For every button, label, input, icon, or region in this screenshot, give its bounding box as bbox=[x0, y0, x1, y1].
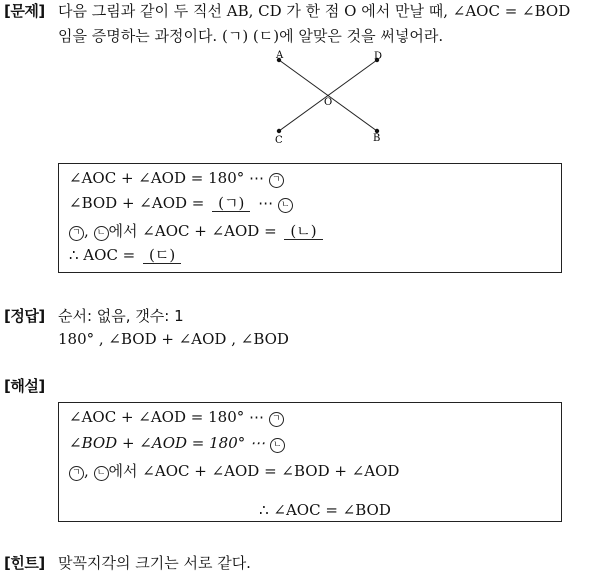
circled-mark: ㄱ bbox=[69, 226, 84, 241]
label-b: B bbox=[373, 133, 381, 144]
explanation-row-1: ∠AOC + ∠AOD = 180° ⋯ ㄱ bbox=[69, 408, 284, 427]
explanation-row-2: ∠BOD + ∠AOD = 180° ⋯ ㄴ bbox=[69, 434, 285, 453]
circled-mark: ㄱ bbox=[269, 173, 284, 188]
answer-tag: [정답] bbox=[4, 307, 45, 325]
blank-2: (ㄴ) bbox=[284, 223, 322, 240]
answer-line-1: 순서: 없음, 갯수: 1 bbox=[58, 307, 184, 325]
problem-proof-box bbox=[58, 163, 562, 273]
circled-mark: ㄴ bbox=[94, 466, 109, 481]
explanation-row-3: ㄱ , ㄴ 에서 ∠AOC + ∠AOD = ∠BOD + ∠AOD bbox=[69, 460, 399, 481]
intersecting-lines-figure bbox=[260, 48, 400, 148]
problem-line-1: 다음 그림과 같이 두 직선 AB, CD 가 한 점 O 에서 만날 때, ∠AOC = ∠BOD bbox=[58, 2, 571, 20]
label-a: A bbox=[276, 50, 284, 61]
point-c bbox=[277, 129, 281, 133]
hint-line: 맞꼭지각의 크기는 서로 같다. bbox=[58, 554, 251, 572]
label-d: D bbox=[374, 51, 383, 62]
explanation-box bbox=[58, 402, 562, 522]
label-c: C bbox=[275, 135, 283, 146]
problem-proof-row-4: ∴ AOC = (ㄷ) bbox=[69, 246, 184, 264]
problem-proof-row-2: ∠BOD + ∠AOD = (ㄱ) ⋯ ㄴ bbox=[69, 194, 293, 213]
problem-proof-row-1: ∠AOC + ∠AOD = 180° ⋯ ㄱ bbox=[69, 169, 284, 188]
blank-3: (ㄷ) bbox=[143, 247, 181, 264]
circled-mark: ㄴ bbox=[270, 438, 285, 453]
label-o: O bbox=[324, 97, 333, 108]
problem-proof-row-3: ㄱ , ㄴ 에서 ∠AOC + ∠AOD = (ㄴ) bbox=[69, 220, 326, 241]
circled-mark: ㄱ bbox=[69, 466, 84, 481]
circled-mark: ㄱ bbox=[269, 412, 284, 427]
problem-line-2: 임을 증명하는 과정이다. (ㄱ) (ㄷ)에 알맞은 것을 써넣어라. bbox=[58, 27, 444, 45]
circled-mark: ㄴ bbox=[278, 198, 293, 213]
hint-tag: [힌트] bbox=[4, 554, 45, 572]
blank-1: (ㄱ) bbox=[212, 195, 250, 212]
explanation-row-4: ∴ ∠AOC = ∠BOD bbox=[259, 501, 391, 519]
explanation-tag: [해설] bbox=[4, 377, 45, 395]
circled-mark: ㄴ bbox=[94, 226, 109, 241]
answer-line-2: 180° , ∠BOD + ∠AOD , ∠BOD bbox=[58, 330, 289, 348]
problem-tag: [문제] bbox=[4, 2, 45, 20]
